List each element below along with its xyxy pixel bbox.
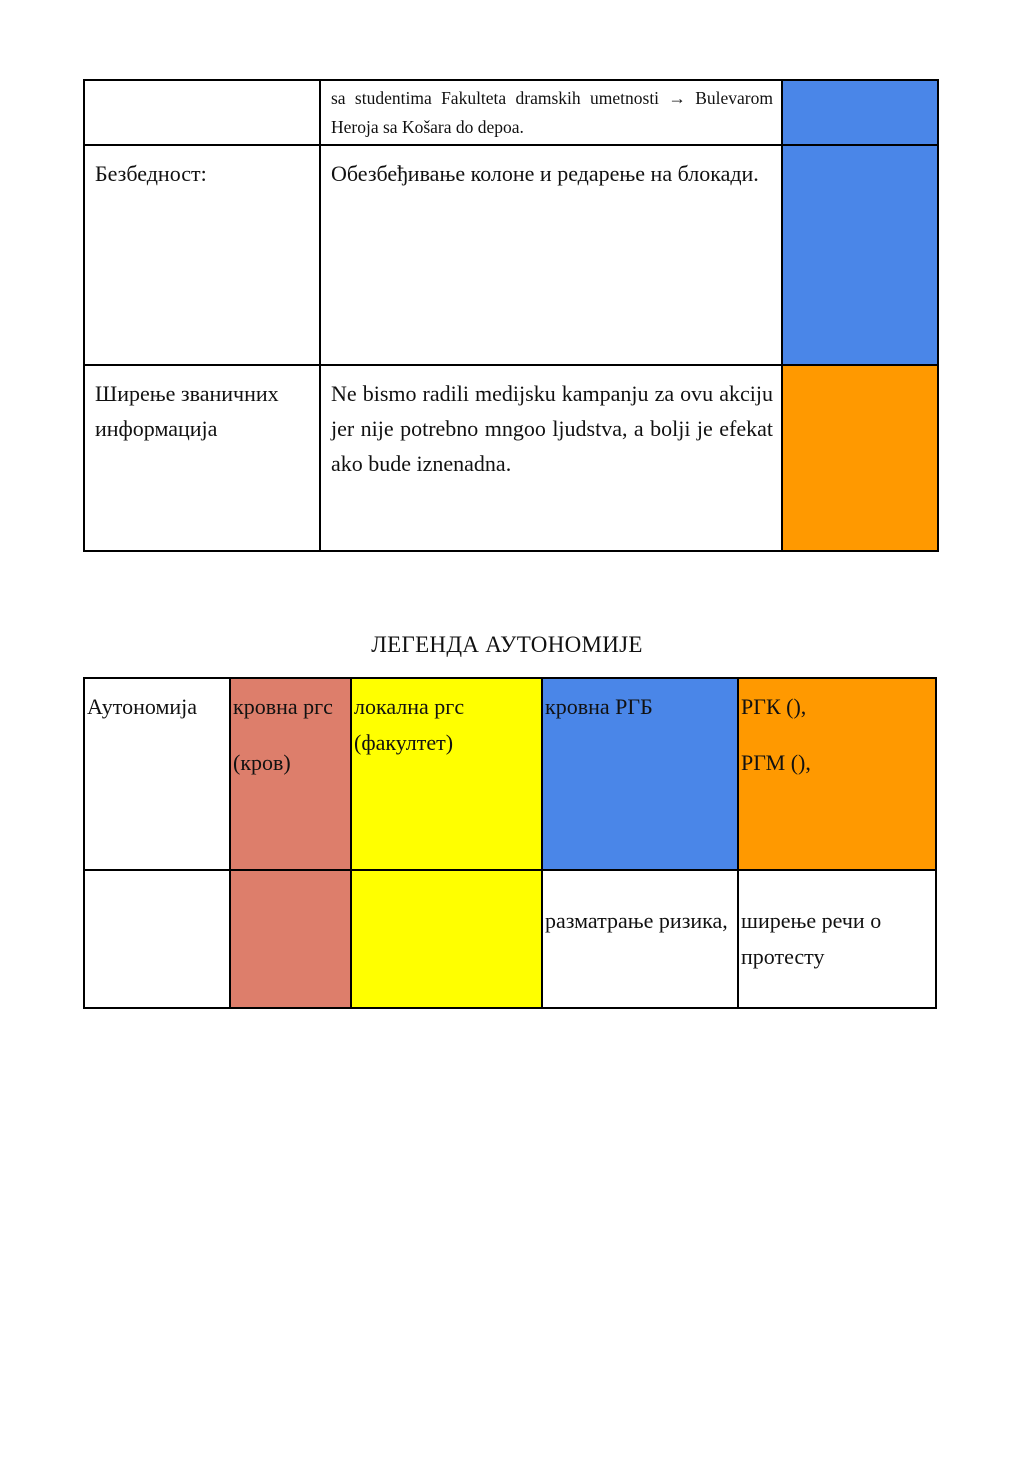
rgb-desc: разматрање ризика, — [542, 870, 738, 1008]
rgk-label: РГК (), — [741, 694, 807, 719]
row-label — [84, 80, 320, 145]
krovna-rgb-label: кровна РГБ — [545, 694, 653, 719]
plan-table — [83, 79, 939, 552]
rgk-rgm-cell — [738, 678, 936, 870]
row-text-info: Ne bismo radili medijsku kampanju za ovu akciju jer nije potrebno mngoo ljudstva, a bolji je efekat ako bude iznenadna. — [320, 365, 782, 551]
table-row — [84, 678, 936, 870]
krovna-rgs-cell — [230, 678, 351, 870]
rgm-label: РГМ (), — [741, 750, 811, 775]
table-row — [84, 145, 938, 365]
table-row — [84, 870, 936, 1008]
rgk-desc: ширење речи о протесту — [738, 870, 936, 1008]
status-color-cell — [782, 80, 938, 145]
lokalna-rgs-desc-cell — [351, 870, 542, 1008]
table-row — [84, 365, 938, 551]
row-text — [320, 80, 782, 145]
status-color-cell — [782, 145, 938, 365]
legend-title: ЛЕГЕНДА АУТОНОМИЈЕ — [371, 632, 643, 657]
krovna-rgs-label: кровна ргс — [233, 694, 333, 719]
row-label-info: Ширење званичних информација — [84, 365, 320, 551]
krovna-rgs-sub: (кров) — [233, 750, 291, 775]
autonomy-label: Аутономија — [84, 678, 230, 870]
krovna-rgs-desc-cell — [230, 870, 351, 1008]
lokalna-rgs-cell — [351, 678, 542, 870]
status-color-cell — [782, 365, 938, 551]
krovna-rgb-cell — [542, 678, 738, 870]
route-text: sa studentima Fakulteta dramskih umetnosti → Bulevarom Heroja sa Košara do depoa. — [331, 88, 773, 137]
row-text-security: Обезбеђивање колоне и редарење на блокади. — [320, 145, 782, 365]
legend-table — [83, 677, 937, 1009]
row-label-security: Безбедност: — [84, 145, 320, 365]
table-row — [84, 80, 938, 145]
empty-cell — [84, 870, 230, 1008]
lokalna-rgs-label: локална ргс (факултет) — [354, 694, 465, 755]
